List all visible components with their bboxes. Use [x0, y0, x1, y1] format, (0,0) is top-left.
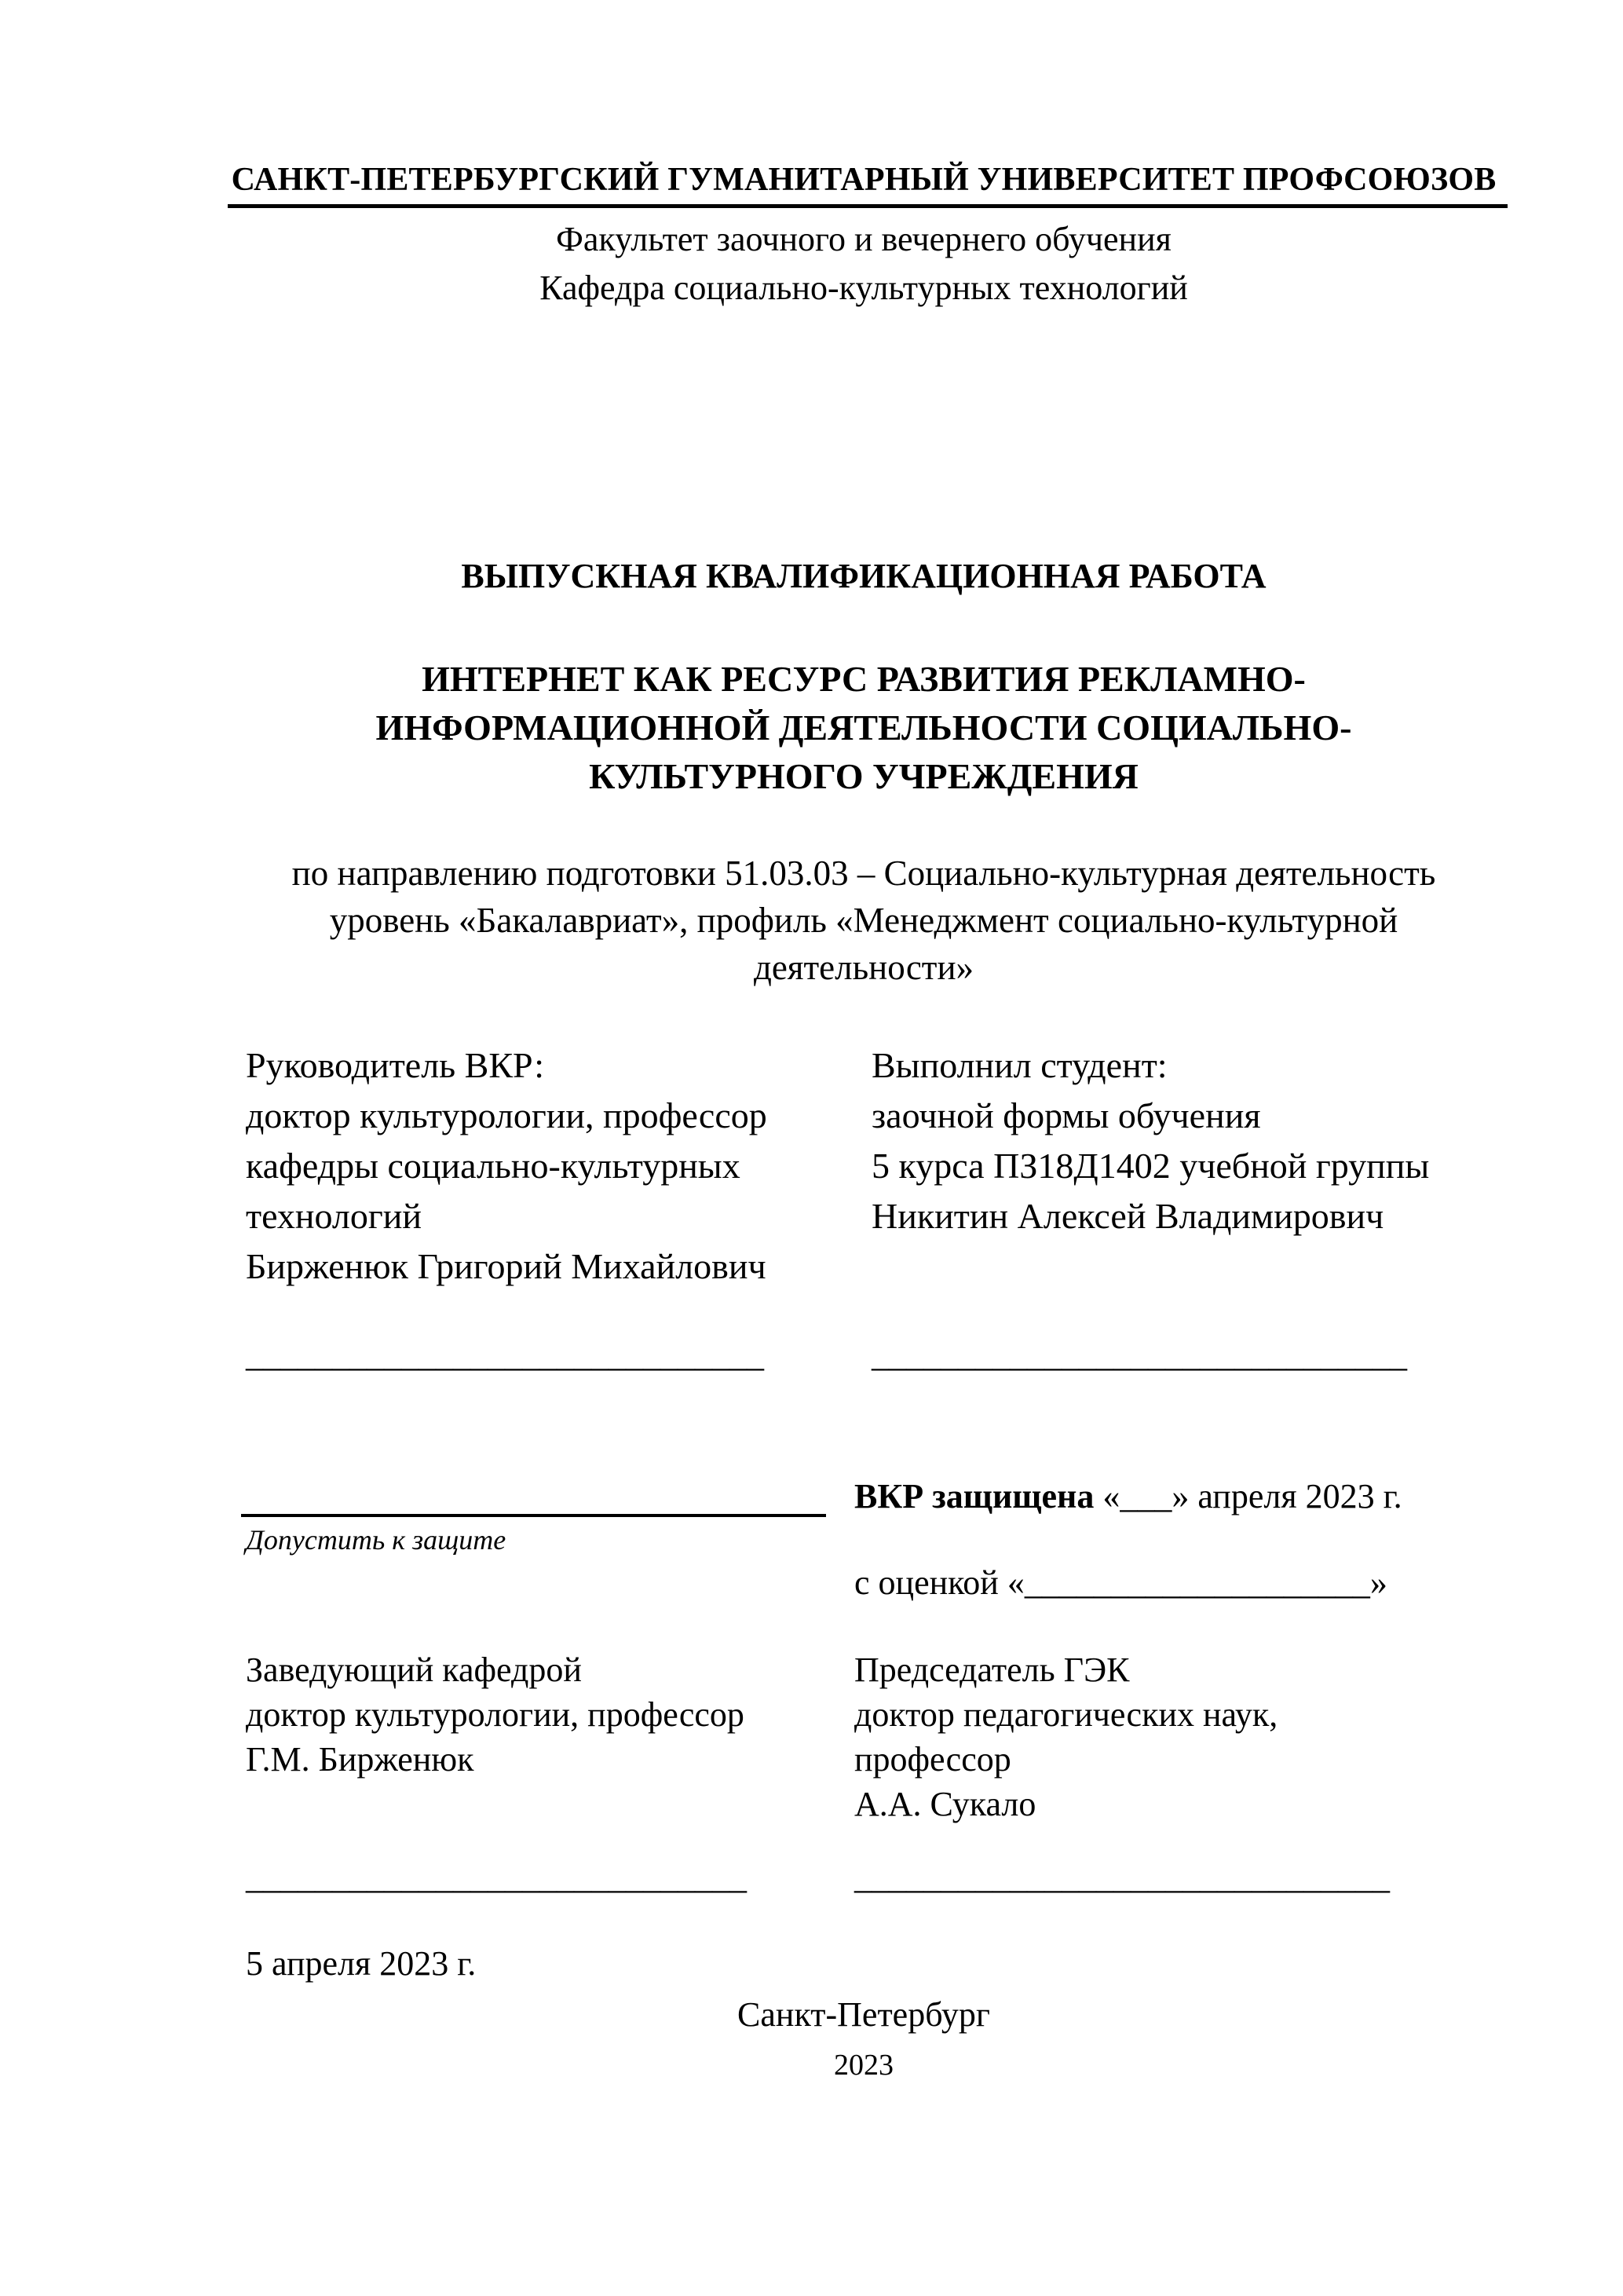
supervisor-line: технологий: [246, 1196, 422, 1236]
defense-label: ВКР защищена: [854, 1477, 1095, 1515]
student-line: заочной формы обучения: [872, 1095, 1261, 1135]
student-name: Никитин Алексей Владимирович: [872, 1196, 1384, 1236]
grade-line: с оценкой «____________________»: [854, 1563, 1387, 1602]
thesis-title-line: КУЛЬТУРНОГО УЧРЕЖДЕНИЯ: [589, 756, 1139, 796]
student-block: [872, 1040, 1429, 1241]
student-label: Выполнил студент:: [872, 1045, 1168, 1085]
sign-date: 5 апреля 2023 г.: [246, 1944, 477, 1983]
chair-name: А.А. Сукало: [854, 1785, 1036, 1823]
chair-line: Председатель ГЭК: [854, 1651, 1130, 1689]
admit-signature-rule: [241, 1514, 826, 1517]
student-signature-line: _______________________________: [872, 1336, 1407, 1374]
head-dept-line: Заведующий кафедрой: [246, 1651, 582, 1689]
head-dept-name: Г.М. Бирженюк: [246, 1740, 474, 1779]
supervisor-line: доктор культурологии, профессор: [246, 1095, 767, 1135]
department-name: Кафедра социально-культурных технологий: [539, 269, 1188, 307]
head-dept-line: доктор культурологии, профессор: [246, 1695, 744, 1734]
city: Санкт-Петербург: [737, 1995, 990, 2034]
study-direction: [228, 850, 1500, 991]
admit-label: Допустить к защите: [246, 1524, 506, 1556]
supervisor-name: Бирженюк Григорий Михайлович: [246, 1246, 766, 1286]
university-name: САНКТ-ПЕТЕРБУРГСКИЙ ГУМАНИТАРНЫЙ УНИВЕРСИТЕТ ПРОФСОЮЗОВ: [231, 162, 1497, 198]
header-rule: [228, 204, 1508, 208]
work-type: ВЫПУСКНАЯ КВАЛИФИКАЦИОННАЯ РАБОТА: [461, 557, 1267, 595]
head-dept-block: [246, 1647, 744, 1782]
head-dept-signature-line: _____________________________: [246, 1858, 747, 1896]
defense-date: «___» апреля 2023 г.: [1094, 1477, 1402, 1515]
thesis-title-line: ИНФОРМАЦИОННОЙ ДЕЯТЕЛЬНОСТИ СОЦИАЛЬНО-: [375, 707, 1352, 748]
direction-line: по направлению подготовки 51.03.03 – Социально-культурная деятельность: [291, 854, 1436, 893]
chair-line: доктор педагогических наук,: [854, 1695, 1278, 1734]
supervisor-label: Руководитель ВКР:: [246, 1045, 545, 1085]
thesis-title: [228, 655, 1500, 801]
supervisor-block: [246, 1040, 767, 1292]
student-line: 5 курса ПЗ18Д1402 учебной группы: [872, 1146, 1430, 1186]
chair-block: [854, 1647, 1278, 1826]
chair-signature-line: _______________________________: [854, 1858, 1390, 1896]
faculty-name: Факультет заочного и вечернего обучения: [556, 220, 1172, 258]
thesis-title-line: ИНТЕРНЕТ КАК РЕСУРС РАЗВИТИЯ РЕКЛАМНО-: [422, 659, 1306, 699]
defense-line: [854, 1476, 1402, 1516]
supervisor-line: кафедры социально-культурных: [246, 1146, 740, 1186]
year: 2023: [834, 2049, 894, 2082]
direction-line: деятельности»: [753, 948, 974, 987]
supervisor-signature-line: ______________________________: [246, 1336, 764, 1374]
direction-line: уровень «Бакалавриат», профиль «Менеджмент социально-культурной: [329, 901, 1398, 940]
chair-line: профессор: [854, 1740, 1011, 1779]
